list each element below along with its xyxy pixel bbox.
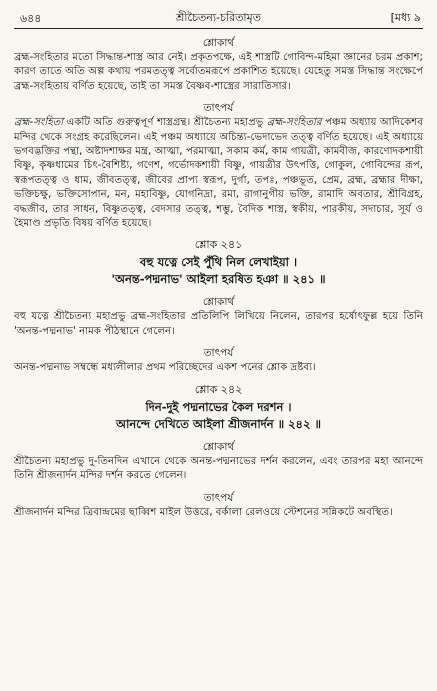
paragraph-text: ব্রহ্ম-সংহিতার মতো সিদ্ধান্ত-শাস্ত্র আর নেই। প্রকৃতপক্ষে, এই শাস্ত্রটি গোবিন্দ-মহিমা জ্ঞানের চরম প্রকাশ; কারণ তাতে অতি অল্প কথায় পরমতত্ত্ব সর্বোতমরূপে প্রকাশিত হয়েছে। যেহেতু সমস্ত সিদ্ধান্ত সংক্ষেপে ব্রহ্ম-সংহিতায় বর্ণিত হয়েছে, তাই তা সমস্ত বৈষ্ণব-শাস্ত্রের সারাতিসার। [14, 52, 423, 92]
section-label: তাৎপর্য [203, 102, 234, 115]
translation-paragraph [14, 455, 423, 484]
text-run: একটি অতি গুরুত্বপূর্ণ শাস্ত্রগ্রন্থ। শ্রীচৈতন্য মহাপ্রভু [63, 117, 267, 129]
verse-line: আনন্দে দেখিতে আইলা শ্রীজনার্দন ॥ ২৪২ ॥ [115, 416, 322, 431]
paragraph-text [14, 116, 423, 231]
book-name-italic: ব্রহ্ম-সংহিতা [14, 117, 64, 129]
verse-line: বহু যত্নে সেই পুঁথি নিল লেখাইয়া । [139, 255, 298, 270]
purport-paragraph [14, 506, 423, 520]
verse-line: 'অনন্ত-পদ্মনাভ' আইলা হরষিত হঞা ॥ ২৪১ ॥ [111, 272, 326, 287]
translation-paragraph [14, 310, 423, 339]
book-title: শ্রীচৈতন্য-চরিতামৃত [176, 11, 261, 24]
book-name-italic: ব্রহ্ম-সংহিতার [266, 117, 322, 129]
page-number: ৬৪৪ [20, 12, 42, 25]
section-label: শ্লোকার্থ [202, 296, 235, 309]
running-header [14, 8, 423, 26]
section-label: তাৎপর্য [203, 491, 234, 504]
section-label: তাৎপর্য [203, 347, 234, 360]
section-label: শ্লোকার্থ [202, 440, 235, 453]
paragraph-text: অনন্ত-পদ্মনাভ সম্বন্ধে মধ্যলীলার প্রথম পরিচ্ছেদের একশ পনের শ্লোক দ্রষ্টব্য। [14, 362, 316, 374]
verse-line: দিন-দুই পদ্মনাভের কৈল দরশন । [145, 399, 292, 414]
header-rule [14, 28, 423, 29]
paragraph-text: বহু যত্নে শ্রীচৈতন্য মহাপ্রভু ব্রহ্ম-সংহিতার প্রতিলিপি লিখিয়ে নিলেন, তারপর হর্ষোৎফুল্ল হয়ে তিনি 'অনন্ত-পদ্মনাভ' নামক পীঠস্থানে গেলেন। [14, 311, 423, 337]
translation-paragraph [14, 51, 423, 94]
text-run: পঞ্চম অধ্যায় আদিকেশব মন্দির থেকে সংগ্রহ করেছিলেন। এই পঞ্চম অধ্যায়ে অচিন্ত্য-ভেদাভেদ তত্ত্ব বর্ণিত হয়েছে। এই অধ্যায়ে ভগবদ্ভক্তির পন্থা, অষ্টাদশাক্ষর মন্ত্র, আত্মা, পরমাত্মা, সকাম কর্ম, কাম গায়ত্রী, কামবীজ, কারণোদকশায়ী বিষ্ণু, কৃষ্ণধামের চিৎ-বৈশিষ্ট্য, গণেশ, গর্ভোদকশায়ী বিষ্ণু, গায়ত্রীর উৎপত্তি, গোকুল, গোবিন্দের রূপ, স্বরূপতত্ত্ব ও ধাম, জীবতত্ত্ব, জীবের প্রাপ্য স্বরূপ, দুর্গা, তপঃ, পঞ্চভূত, প্রেম, ব্রহ্ম, ব্রহ্মার দীক্ষা, ভক্তিচক্ষু, ভক্তিসোপান, মন, মহাবিষ্ণু, যোগনিদ্রা, রমা, রাগানুগীয় ভক্তি, রামাদি অবতার, শ্রীবিগ্রহ, বদ্ধজীব, তার সাধন, বিষ্ণুতত্ত্ব, বেদসার তত্ত্ব, শম্ভু, বৈদিক শাস্ত্র, স্বকীয়, পারকীয়, সদাচার, সূর্য ও হৈমাণ্ড প্রভৃতি বিষয় বর্ণিত হয়েছে। [14, 117, 424, 230]
verse-heading: শ্লোক ২৪১ [194, 238, 243, 252]
paragraph-text: শ্রীজনার্দন মন্দির ত্রিবান্দ্রমের ছাব্বিশ মাইল উত্তরে, বর্কালা রেলওয়ে স্টেশনের সন্নিকটে অবস্থিত। [14, 506, 393, 518]
purport-paragraph [14, 116, 423, 231]
verse-heading: শ্লোক ২৪২ [194, 382, 243, 396]
chapter-marker: [মধ্য ৯ [390, 11, 421, 24]
purport-paragraph [14, 361, 423, 375]
section-label: শ্লোকার্থ [202, 37, 235, 49]
paragraph-text: শ্রীচৈতন্য মহাপ্রভু দু-তিনদিন এখানে থেকে অনন্ত-পদ্মনাভের দর্শন করলেন, এবং তারপর মহা আনন্দে তিনি শ্রীজনার্দন মন্দির দর্শন করতে গেলেন। [14, 455, 423, 482]
